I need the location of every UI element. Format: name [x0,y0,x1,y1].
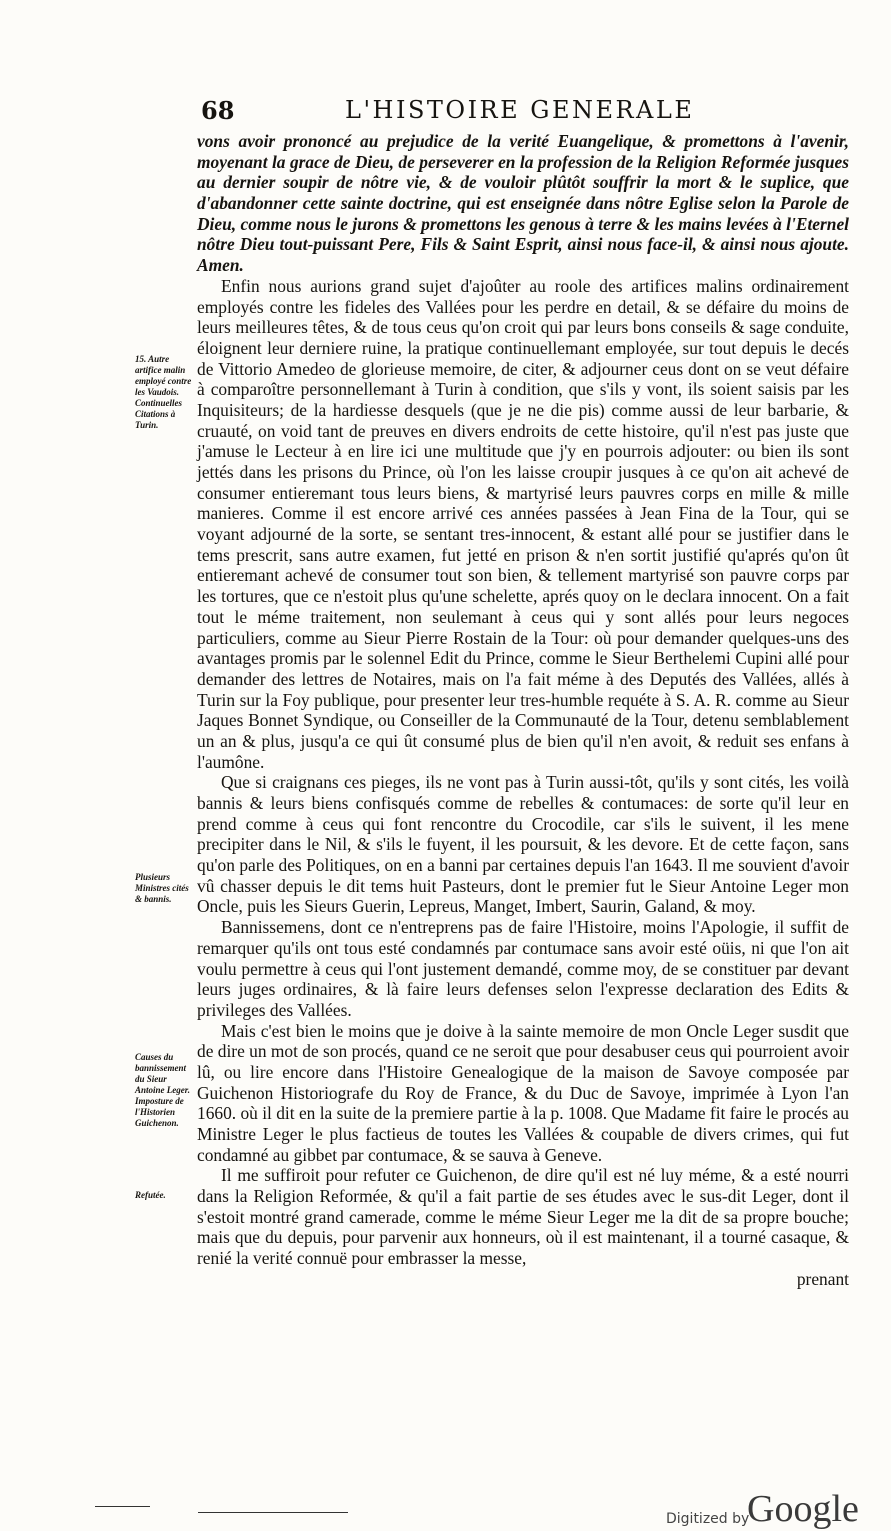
paragraph-bannis: Que si craignans ces pieges, ils ne vont pas à Turin aussi-tôt, qu'ils y sont cités, les voilà bannis & leurs biens confisqués comme de rebelles & contumaces: de sorte qu'il leur en prend comme à ceus qui font rencontre du Crocodile, car s'ils le suivent, il les mene precipiter dans le Nil, & s'ils le fuyent, il les poursuit, & les devore. Et de cette façon, sans qu'on parle des Politiques, on en a banni par certaines depuis l'an 1643. Il me souvient d'avoir vû chasser depuis le dit tems huit Pasteurs, dont le premier fut le Sieur Antoine Leger mon Oncle, puis les Sieurs Guerin, Lepreus, Manget, Imbert, Saurin, Galand, & moy. [197,772,849,917]
page-number: 68 [201,96,235,125]
catchword: prenant [796,1268,849,1289]
margin-note-refutee: Refutée. [135,1190,166,1200]
body-text [197,131,849,1290]
paragraph-refutation: Il me suffiroit pour refuter ce Guichenon, de dire qu'il est né luy méme, & a esté nourri dans la Religion Reformée, & qu'il a fait partie de ses études avec le sus-dit Leger, dont il s'estoit montré grand camerade, comme le méme Sieur Leger me la dit de sa propre bouche; mais que du depuis, pour parvenir aux honneurs, où il est maintenant, il a tourné casaque, & renié la verité connuë pour embrasser la messe, [197,1165,849,1269]
footer-rule-right [198,1512,348,1513]
digitized-label: Digitized by [666,1511,750,1527]
margin-note-causes: Causes du bannissement du Sieur Antoine Leger. Imposture de l'Historien Guichenon. [135,1052,191,1128]
paragraph-artifices: Enfin nous aurions grand sujet d'ajoûter au roole des artifices malins ordinairement employés contre les fideles des Vallées pour les perdre en detail, & se défaire du moins de leurs meilleures têtes, & de tous ceus qu'on croit qui par leurs bons conseils & sage conduite, éloignent leur derniere ruine, la pratique continuellemant employée, sur tout depuis le decés de Vittorio Amedeo de glorieuse memoire, de citer, & adjourner ceus dont on se veut défaire à comparoître personnellemant à Turin à condition, que s'ils y vont, ils soient saisis par les Inquisiteurs; de la hardiesse desquels (que je ne die pis) comme aussi de leur barbarie, & cruauté, on void tant de preuves en divers endroits de cette histoire, qu'il n'est pas juste que j'amuse le Lecteur à en lire ici une multitude que j'y en pourrois adjouter: ou bien ils sont jettés dans les prisons du Prince, où l'on les laisse croupir jusques à ce qu'on ait achevé de consumer entieremant tous leurs biens, & martyrisé leurs pauvres corps en mille & mille manieres. Comme il est encore arrivé ces années passées à Jean Fina de la Tour, qui se voyant adjourné de la sorte, se sentant tres-innocent, & estant allé pour se justifier dans le tems prescrit, sans autre examen, fut jetté en prison & n'en sortit justifié qu'aprés qu'on ût entieremant achevé de consumer tout son bien, & tellement martyrisé son pauvre corps par les tortures, que ce n'estoit plus qu'une schelette, aprés quoy on le declara innocent. On a fait tout le méme traitement, non seulemant à ceus qui y sont allés pour leurs negoces particuliers, comme au Sieur Pierre Rostain de la Tour: où pour demander quelques-uns des avantages promis par le solennel Edit du Prince, comme le Sieur Berthelemi Cupini allé pour demander des lettres de Notaires, mais on l'a fait méme à des Deputés des Vallées, allés à Turin sur la Foy publique, pour presenter leur tres-humble requéte à S. A. R. comme au Sieur Jaques Bonnet Syndique, ou Conseiller de la Communauté de la Tour, detenu semblablement un an & plus, jusqu'a ce qui ût consumé plus de bien qu'il n'en avoit, & reduit ses enfans à l'aumône. [197,275,849,772]
running-title: L'HISTOIRE GENERALE [345,96,695,124]
oath-paragraph: vons avoir prononcé au prejudice de la verité Euangelique, & promettons à l'avenir, moyenant la grace de Dieu, de perseverer en la profession de la Religion Reformée jusques au dernier soupir de nôtre vie, & de vouloir plûtôt souffrir la mort & le suplice, que d'abandonner cette sainte doctrine, qui est enseignée dans nôtre Eglise selon la Parole de Dieu, comme nous le jurons & promettons les genous à terre & les mains levées à l'Eternel nôtre Dieu tout-puissant Pere, Fils & Saint Esprit, ainsi nous face-il, & ainsi nous ajoute. Amen. [197,131,849,276]
paragraph-bannissemens: Bannissemens, dont ce n'entreprens pas de faire l'Histoire, moins l'Apologie, il suffit de remarquer qu'ils ont tous esté condamnés par contumace sans avoir esté oüis, ni que l'on ait voulu permettre à ceus qui l'ont justement demandé, comme moy, de se constituer par devant leurs juges ordinaires, & là faire leurs defenses selon l'expresse declaration des Edits & privileges des Vallées. [197,917,849,1020]
footer-rule-left [95,1506,150,1507]
margin-note-ministres: Plusieurs Ministres cités & bannis. [135,872,189,904]
paragraph-guichenon: Mais c'est bien le moins que je doive à la sainte memoire de mon Oncle Leger susdit que de dire un mot de son procés, quand ce ne seroit que pour desabuser ceus qui pourroient avoir lû, ou lire encore dans l'Histoire Genealogique de la maison de Savoye composée par Guichenon Historiografe du Roy de France, & du Duc de Savoye, imprimée à Lyon l'an 1660. où il dit en la suite de la premiere partie à la p. 1008. Que Madame fit faire le procés au Ministre Leger le plus factieus de toutes les Vallées & coupable de divers crimes, qui fut condamné au gibbet par contumace, & se sauva à Geneve. [197,1020,849,1165]
page-header [195,96,850,130]
margin-note-citations: 15. Autre artifice malin employé contre les Vaudois. Continuelles Citations à Turin. [135,354,192,430]
google-logo: Google [747,1488,859,1530]
